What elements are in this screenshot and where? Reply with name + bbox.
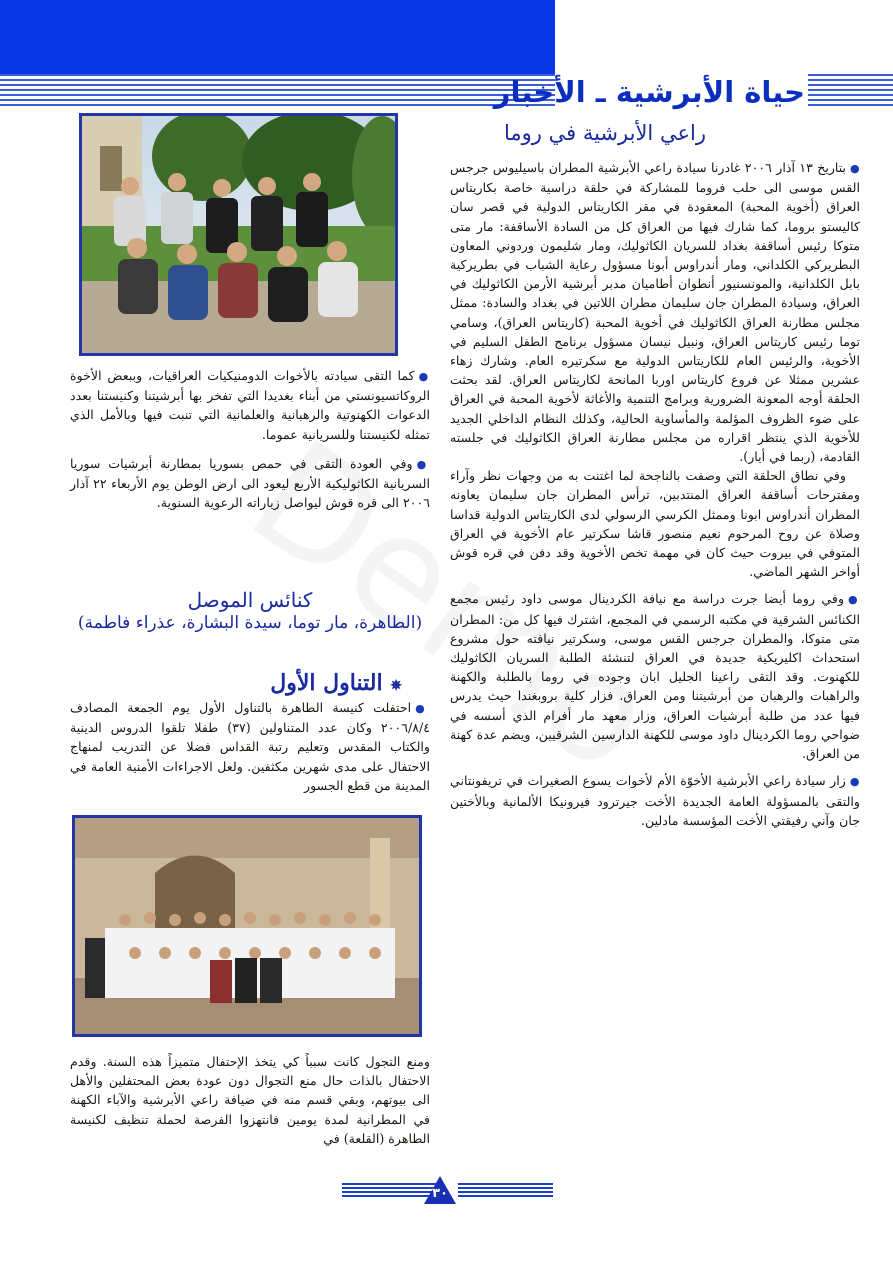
right-column-text	[450, 158, 860, 830]
section-title: حياة الأبرشية ـ الأخبار	[493, 75, 805, 109]
top-color-bar	[0, 0, 555, 74]
churches-subheading: (الطاهرة، مار توما، سيدة البشارة، عذراء فاطمة)	[77, 613, 423, 633]
star-icon: ✵	[390, 678, 402, 694]
footer-wave-right	[458, 1183, 553, 1199]
group-photo-illustration	[82, 116, 395, 353]
paragraph: وفي نطاق الحلقة التي وصفت بالناجحة لما اغتنت به من وجهات نظر وآراء ومقترحات أساقفة العراق المنتدبين، ترأس المطران جان سليمان يعاونه المطران أندراوس ابونا وممثل الكرسي الرسولي لدى الكاريتاس الدولية قداسا وصلاة عن روح المرحوم نعيم منصور قاشا سكرتير عام الأخوية في العراق المتوفي في بيروت حيث كان في مهمة تخص الأخوية وقد دفن في قره قوش أواخر الشهر الماضي.	[450, 468, 860, 580]
communion-text	[70, 698, 430, 795]
footer-wave-left	[342, 1183, 437, 1199]
churches-heading: كنائس الموصل	[187, 588, 313, 612]
bullet-icon: ●	[416, 457, 430, 471]
bullet-icon: ●	[848, 593, 860, 607]
paragraph: ●احتفلت كنيسة الطاهرة بالتناول الأول يوم الجمعة المصادف ٢٠٠٦/٨/٤ وكان عدد المتناولين (٣٧) طفلا تلقوا الدروس الدينية والكتاب المقدس وتعليم رتبة القداس فضلا عن التدريب لمنهاج الاحتفال على مدى شهرين مكثفين. ولعل الاجراءات الأمنية العامة في المدينة من قطع الجسور	[70, 700, 430, 793]
communion-heading: ✵ التناول الأول	[270, 670, 402, 696]
bullet-icon: ●	[850, 162, 860, 175]
paragraph: ●زار سيادة راعي الأبرشية الأخوّة الأم لأخوات يسوع الصغيرات في تريفونتاني والتقى بالمسؤولة العامة الجديدة الأخت جيرترود فيرونيكا الألمانية وبالأختين جان وآني رفيقتي الأخت المؤسسة مادلين.	[450, 773, 860, 828]
page-number-badge	[424, 1176, 456, 1204]
first-communion-photo	[72, 815, 422, 1037]
bullet-icon: ●	[849, 775, 860, 789]
decorative-wave-band	[0, 74, 555, 108]
page-number: ٣٠	[432, 1186, 448, 1201]
group-photo-rome	[79, 113, 398, 356]
paragraph: ومنع التجول كانت سبباً كي يتخذ الإحتفال متميزاً هذه السنة. وقدم الاحتفال بالذات حال منع التجوال دون عودة بعض المحتفلين والأهل الى بيوتهم، وبقي قسم منه في ضيافة راعي الأبرشية والآباء الكهنة في المطرانية لمدة يومين فانتهزوا الفرصة لحملة تنظيف لكنيسة الطاهرة (القلعة) في	[70, 1054, 430, 1146]
bullet-icon: ●	[415, 702, 430, 715]
left-column-top-text	[70, 366, 430, 512]
paragraph: ●كما التقى سيادته بالأخوات الدومنيكيات العراقيات، وببعض الأخوة الروكاتسيونستي من أبناء بغديدا التي تفخر بها أبرشيتنا وكنيستنا بعدد الدعوات الكهنوتية والرهبانية والعلمانية التي تنبت فيها وبالأمل الذي تمثله لكنيستنا وللسريانية عموما.	[70, 368, 430, 442]
first-communion-illustration	[75, 818, 419, 1034]
paragraph: ●بتاريخ ١٣ آذار ٢٠٠٦ غادرنا سيادة راعي الأبرشية المطران باسيليوس جرجس القس موسى الى حلب فروما للمشاركة في حلقة دراسية خاصة بكاريتاس العراق (أخوية المحبة) المعقودة في مقر الكاريتاس الدولية في قصر سان كاليستو بروما، كما شارك فيها من العراق كل من السادة الأساقفة: مار متى متوكا رئيس أساقفة بغداد للسريان الكاثوليك، ومار شليمون وردوني المعاون البطريركي الكلداني، ومار أندراوس أبونا مسؤول رعاية الشباب في بطريركية بابل الكلدانية، والمونسنيور أنطوان أطاميان مدبر أبرشية الأرمن الكاثوليك في العراق، وسيادة المطران جان سليمان مطران اللاتين في بغداد والسادة: ممثل مجلس مطارنة العراق الكاثوليك في أخوية المحبة (كاريتاس العراق)، وسامي توما رئيس كاريتاس العراق، ونبيل نيسان مسؤول برنامج الطفل السليم في الأخوية، والرئيس العام للكاريتاس الدولية مع سكرتيره العام. وشارك زهاء عشرين ممثلا عن فروع كاريتاس اوربا المانحة لكاريتاس العراق. لقد بحثت الحلقة أوجه المعونة الضرورية وبرامج التنمية والأغاثة لأخوية المحبة في العراق على ضوء الظروف المؤلمة والمأساوية الحالية، وكذلك النظام الداخلي الجديد للأخوية الذي ينتظر اقراره من مجلس مطارنة العراق الكاثوليك في جلسته القادمة، (ربما في أيار).	[450, 160, 860, 465]
bullet-icon: ●	[418, 370, 430, 383]
article-heading-rome: راعي الأبرشية في روما	[504, 121, 706, 145]
paragraph: ●وفي روما أيضا جرت دراسة مع نيافة الكردينال موسى داود رئيس مجمع الكنائس الشرقية في مكتبه الرسمي في المجمع، اشترك فيها كل من: المطران متى متوكا، والمطران جرجس القس موسى، وسكرتير نيافته حول مشروع استحداث اكليريكية جديدة في العراق لتنشئة الطلبة السريان الكاثوليك للكهنوت. وقد التقى راعينا الجليل ابان وجوده في روما بالطلبة والكهنة والراهبات والرهبان من أبرشيتنا ومن العراق. فزار كلية بروبغندا حيث يدرس فيها عدد من طلبة أبرشيات العراق، وزار معهد مار أفرام الذي أسسه في ضواحي روما الكردينال داود موسى للكهنة الدارسين الشرقيين، ويضم عدة كهنة من العراق.	[450, 591, 860, 762]
left-column-bottom-text	[70, 1052, 430, 1148]
decorative-wave-band-right	[808, 74, 893, 108]
paragraph: ●وفي العودة التقى في حمص بسوريا بمطارنة أبرشيات سوريا السريانية الكاثوليكية الأربع ليعود الى ارض الوطن يوم الأربعاء ٢٢ آذار ٢٠٠٦ الى قره قوش ليواصل زياراته الرعوية السنوية.	[70, 455, 430, 511]
